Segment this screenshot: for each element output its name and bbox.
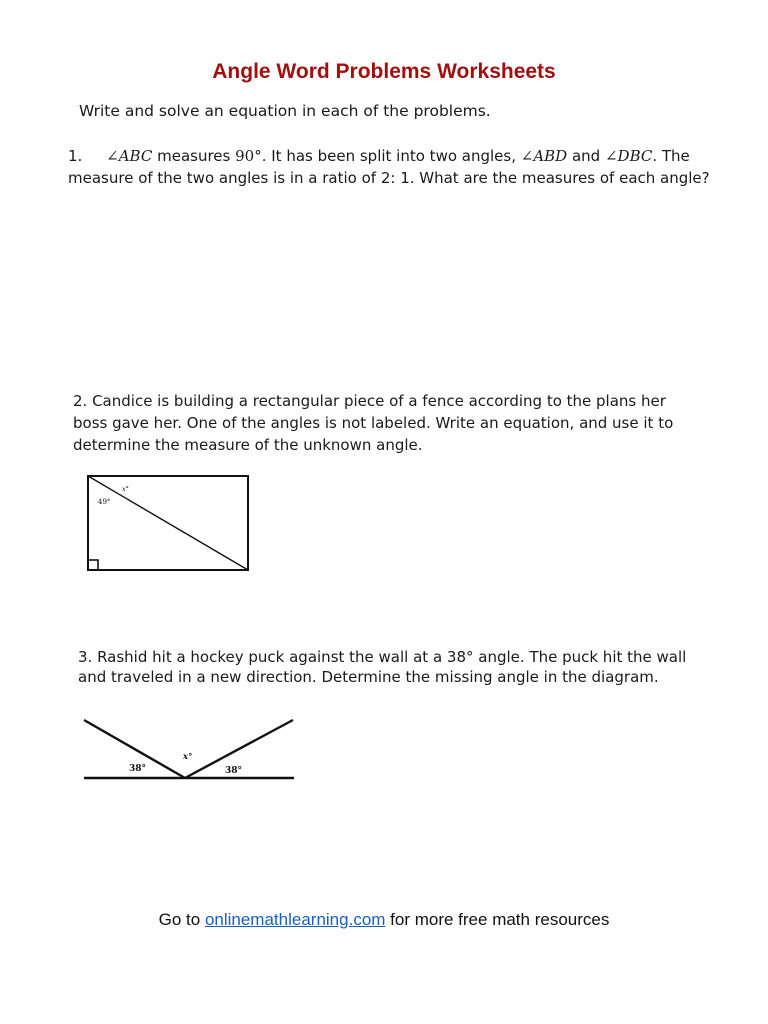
label-unknown-x: x°: [183, 752, 193, 762]
problem-1-text-d: . The: [652, 147, 690, 165]
footer-link[interactable]: onlinemathlearning.com: [204, 910, 386, 929]
footer-prefix: Go to: [158, 910, 205, 929]
problem-1-number: 1.: [68, 147, 83, 165]
hockey-puck-diagram: [80, 712, 300, 784]
fence-rectangle-diagram: [86, 474, 252, 576]
label-49-degrees: 49°: [98, 498, 111, 506]
problem-2-line-2: boss gave her. One of the angles is not labeled. Write an equation, and use it to: [73, 414, 674, 432]
problem-2-line-1: 2. Candice is building a rectangular piece of a fence according to the plans her: [73, 392, 666, 410]
diagram-background: [80, 712, 300, 784]
footer: [0, 910, 768, 930]
right-angle-marker: [88, 560, 98, 570]
problem-1-line-1: [68, 145, 710, 167]
angle-abc: ∠ABC: [106, 147, 153, 165]
problem-1-text-c: and: [567, 147, 605, 165]
label-left-38: 38°: [129, 764, 147, 774]
problem-3-line-2: and traveled in a new direction. Determine the missing angle in the diagram.: [78, 668, 659, 686]
label-unknown-x: x°: [122, 485, 129, 493]
label-right-38: 38°: [225, 766, 243, 776]
problem-1-line-2: measure of the two angles is in a ratio of 2: 1. What are the measures of each angle?: [68, 169, 710, 187]
problem-1-text-b: . It has been split into two angles,: [261, 147, 521, 165]
problem-1: [68, 145, 710, 189]
angle-measure: 90°: [235, 147, 262, 165]
problem-2-line-3: determine the measure of the unknown angle.: [73, 436, 423, 454]
problem-3-line-1: 3. Rashid hit a hockey puck against the wall at a 38° angle. The puck hit the wall: [78, 648, 687, 666]
diagonal-line: [88, 476, 248, 570]
page-title: Angle Word Problems Worksheets: [212, 60, 556, 83]
problem-3: [78, 647, 686, 687]
footer-suffix: for more free math resources: [385, 910, 610, 929]
angle-abd: ∠ABD: [520, 147, 568, 165]
instructions: Write and solve an equation in each of the problems.: [79, 102, 491, 120]
angle-dbc: ∠DBC: [604, 147, 653, 165]
problem-1-text-a: measures: [152, 147, 236, 165]
problem-2: [73, 390, 673, 456]
